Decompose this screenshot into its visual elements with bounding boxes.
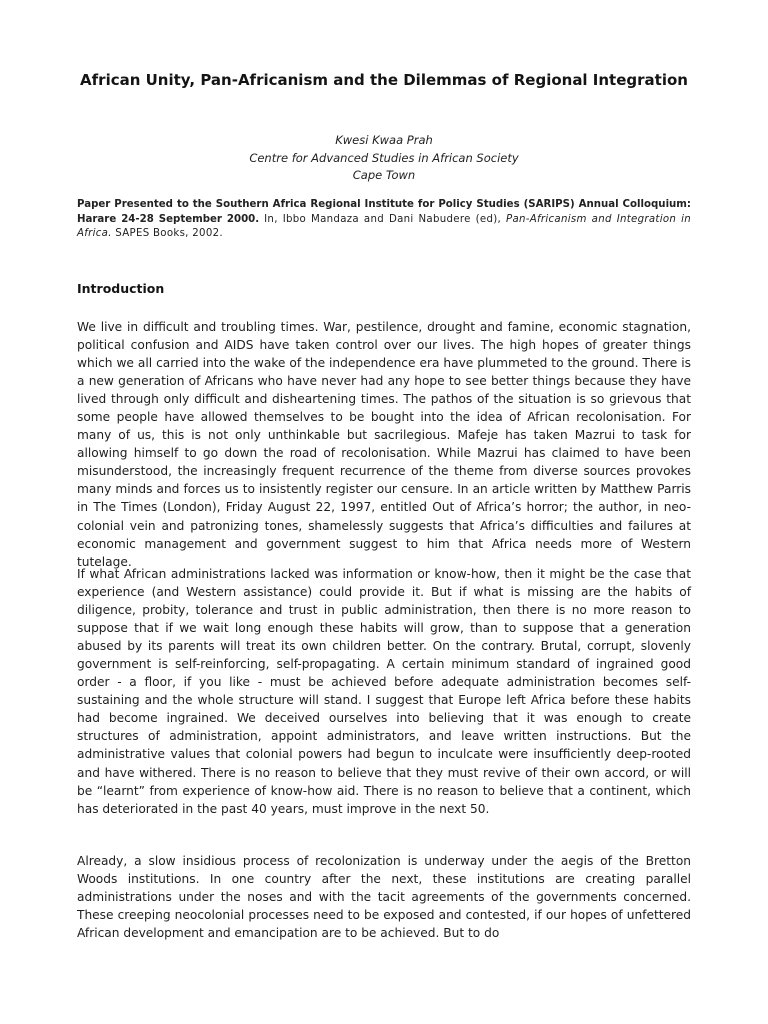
body-paragraph-3: Already, a slow insidious process of recolonization is underway under the aegis of the Bretton Woods institutions. In one country after the next, these institutions are creating parallel administrations under the noses and with the tacit agreements of the governments concerned. These creeping neocolonial processes need to be exposed and contested, if our hopes of unfettered African development and emancipation are to be achieved. But to do [77,854,691,941]
document-title: African Unity, Pan-Africanism and the Dilemmas of Regional Integration [80,71,688,89]
author-name: Kwesi Kwaa Prah [335,133,433,147]
citation-publisher: SAPES Books, 2002. [111,228,223,239]
body-paragraph-2: If what African administrations lacked was information or know-how, then it might be the case that experience (and Western assistance) could provide it. But if what is missing are the habits of diligence, probity, tolerance and trust in public administration, then there is no more reason to suppose that if we wait long enough these habits will grow, than to suppose that a generation abused by its parents will treat its own children better. On the contrary. Brutal, corrupt, slovenly government is self-reinforcing, self-propagating. A certain minimum standard of ingrained good order - a floor, if you like - must be achieved before adequate administration becomes self-sustaining and the whole structure will stand. I suggest that Europe left Africa before these habits had become ingrained. We deceived ourselves into believing that it was enough to create structures of administration, appoint administrators, and leave written instructions. But the administrative values that colonial powers had begun to inculcate were insufficiently deep-rooted and have withered. There is no reason to believe that they must revive of their own accord, or will be “learnt” from experience of know-how aid. There is no reason to believe that a continent, which has deteriorated in the past 40 years, must improve in the next 50. [77,567,691,816]
citation-note [77,198,691,242]
document-page [77,0,691,1024]
body-paragraph-1: We live in difficult and troubling times. War, pestilence, drought and famine, economic stagnation, political confusion and AIDS have taken control over our lives. The high hopes of greater things which we all carried into the wake of the independence era have plummeted to the ground. There is a new generation of Africans who have never had any hope to see better things because they have lived through only difficult and disheartening times. The pathos of the situation is so grievous that some people have allowed themselves to be bought into the idea of African recolonisation. For many of us, this is not only unthinkable but sacrilegious. Mafeje has taken Mazrui to task for allowing himself to go down the road of recolonisation. While Mazrui has claimed to have been misunderstood, the increasingly frequent recurrence of the theme from diverse sources provokes many minds and forces us to insistently register our censure. In an article written by Matthew Parris in The Times (London), Friday August 22, 1997, entitled Out of Africa’s horror; the author, in neo-colonial vein and patronizing tones, shamelessly suggests that Africa’s difficulties and failures at economic management and government suggest to him that Africa needs more of Western tutelage. [77,320,691,569]
section-heading-introduction: Introduction [77,281,165,296]
author-affiliation: Centre for Advanced Studies in African Society [249,150,519,165]
author-location: Cape Town [352,168,416,182]
citation-presentation: Paper Presented to the Southern Africa Regional Institute for Policy Studies (SARIPS) Annual Colloquium: Harare 24-28 September 2000. [77,199,691,225]
author-block [77,132,691,185]
citation-book-title: Pan-Africanism and Integration in Africa. [77,213,691,239]
citation-editors: In, Ibbo Mandaza and Dani Nabudere (ed), [259,213,507,225]
